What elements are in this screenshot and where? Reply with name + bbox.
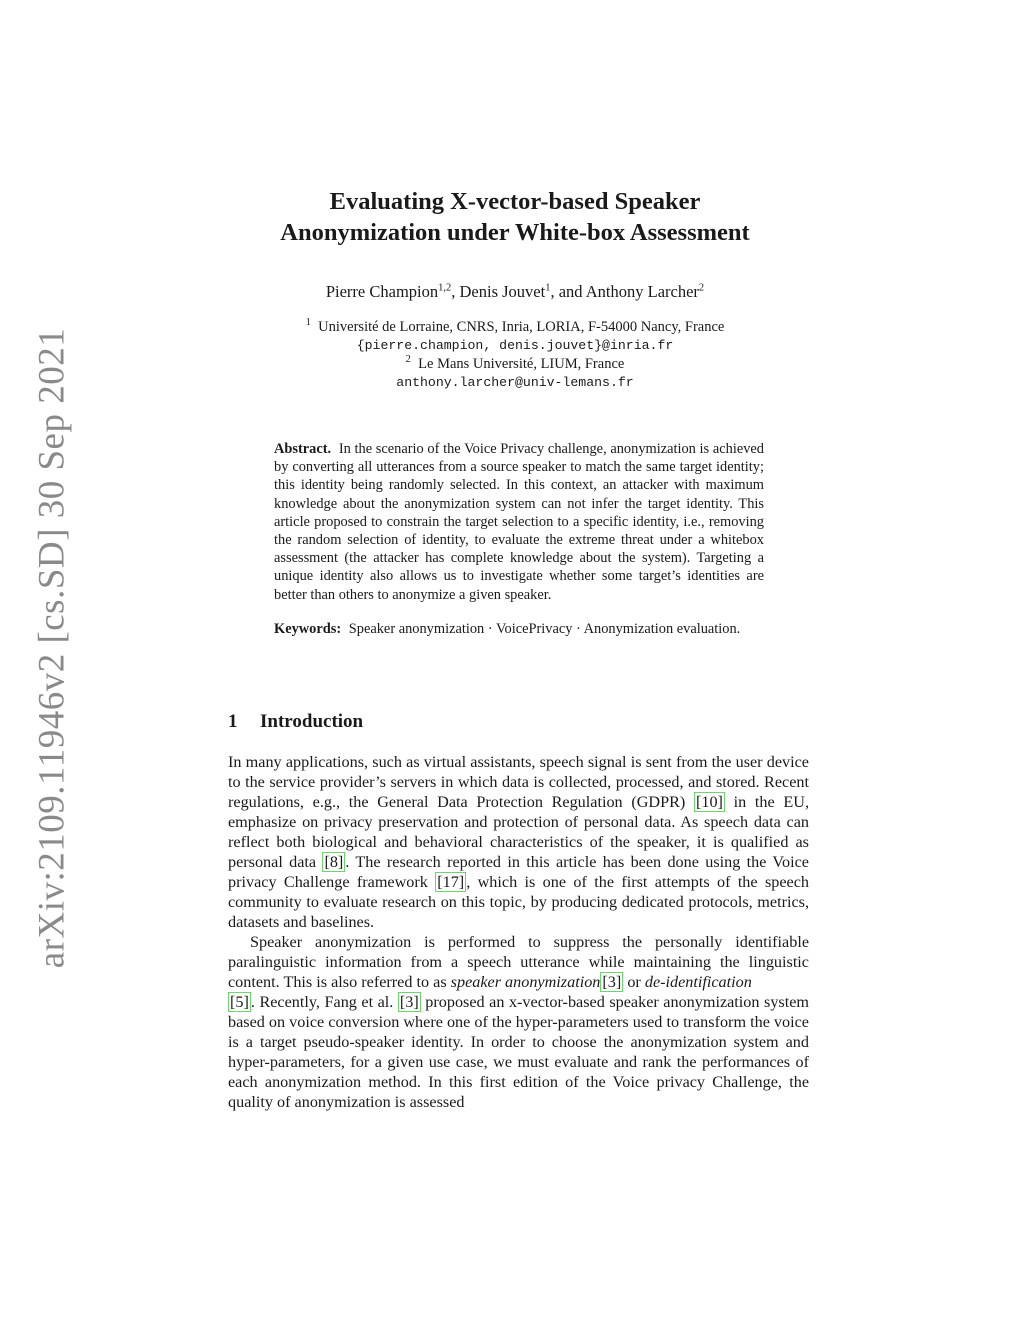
emphasis-term: speaker anonymization <box>450 973 601 991</box>
affiliation-2: $^2$ Le Mans Université, LIUM, France <box>405 354 625 373</box>
section-title: Introduction <box>260 711 364 732</box>
body-text <box>228 752 809 1112</box>
affiliation-1-email[interactable]: {pierre.champion, denis.jouvet}@inria.fr <box>356 337 674 353</box>
affiliation-2-email[interactable]: anthony.larcher@univ-lemans.fr <box>396 374 634 390</box>
title-line-2: Anonymization under White-box Assessment <box>280 219 750 246</box>
emphasis-term: de-identification <box>644 973 752 991</box>
keywords-label: Keywords: <box>274 620 342 637</box>
paragraph-2: Speaker anonymization is performed to suppress the personally identifiable paralinguistic information from a speech utterance while maintaining the linguistic content. This is also referred to as speaker anonymization [3] or de-identification [5] . Recently, Fang et al. [3] proposed an x-vector-based speaker anonymization system based on voice conversion where one of the hyper-parameters used to transform the voice is a target pseudo-speaker identity. In order to choose the anonymization system and hyper-parameters, for a given use case, we must evaluate and rank the performances of each anonymization method. In this first edition of the Voice privacy Challenge, the quality of anonymization is assessed <box>228 933 809 1111</box>
author-name: , and Anthony Larcher <box>550 282 699 301</box>
author-list <box>200 282 830 302</box>
keywords-paragraph <box>274 620 764 638</box>
author-affil-mark: 1,2 <box>438 282 452 294</box>
section-heading <box>228 711 363 733</box>
keywords-text: Speaker anonymization · VoicePrivacy · Anonymization evaluation. <box>348 620 741 637</box>
affiliation-1: $^1$ Université de Lorraine, CNRS, Inria, LORIA, F-54000 Nancy, France <box>305 317 725 335</box>
author-affil-mark: 2 <box>698 282 705 294</box>
arxiv-identifier-stamp: arXiv:2109.11946v2 [cs.SD] 30 Sep 2021 <box>31 327 73 969</box>
title-line-1: Evaluating X-vector-based Speaker <box>329 188 701 215</box>
author-name: , Denis Jouvet <box>451 282 546 301</box>
abstract-block <box>274 440 764 638</box>
citation-link[interactable]: [5] <box>230 993 249 1011</box>
citation-link[interactable]: [10] <box>695 793 723 811</box>
citation-link[interactable]: [3] <box>602 973 622 991</box>
abstract-label: Abstract. <box>274 441 332 457</box>
author-name: Pierre Champion <box>325 282 439 301</box>
paper-title <box>200 186 830 248</box>
citation-link[interactable]: [17] <box>437 873 465 891</box>
paragraph-1: In many applications, such as virtual assistants, speech signal is sent from the user device to the service provider’s servers in which data is collected, processed, and stored. Recent regulations, e.g., the General Data Protection Regulation (GDPR) [10] in the EU, emphasize on privacy preservation and protection of personal data. As speech data can reflect both biological and behavioral characteristics of the speaker, it is qualified as personal data [8] . The research reported in this article has been done using the Voice privacy Challenge framework [17] , which is one of the first attempts of the speech community to evaluate research on this topic, by producing dedicated protocols, metrics, datasets and baselines. <box>228 753 810 931</box>
abstract-paragraph <box>274 440 764 604</box>
citation-link[interactable]: [8] <box>324 853 344 871</box>
affiliations <box>200 318 830 392</box>
author-affil-mark: 1 <box>545 282 551 294</box>
citation-link[interactable]: [3] <box>399 993 419 1011</box>
abstract-text: In the scenario of the Voice Privacy challenge, anonymization is achieved by converting all utterances from a source speaker to match the same target identity; this identity being randomly selected. In this context, an attacker with maximum knowledge about the anonymization system can not infer the target identity. This article proposed to constrain the target selection to a specific identity, i.e., removing the random selection of identity, to evaluate the extreme threat under a whitebox assessment (the attacker has complete knowledge about the system). Targeting a unique identity also allows us to investigate whether some target’s identities are better than others to anonymize a given speaker. <box>274 441 764 603</box>
section-number: 1 <box>228 711 238 732</box>
